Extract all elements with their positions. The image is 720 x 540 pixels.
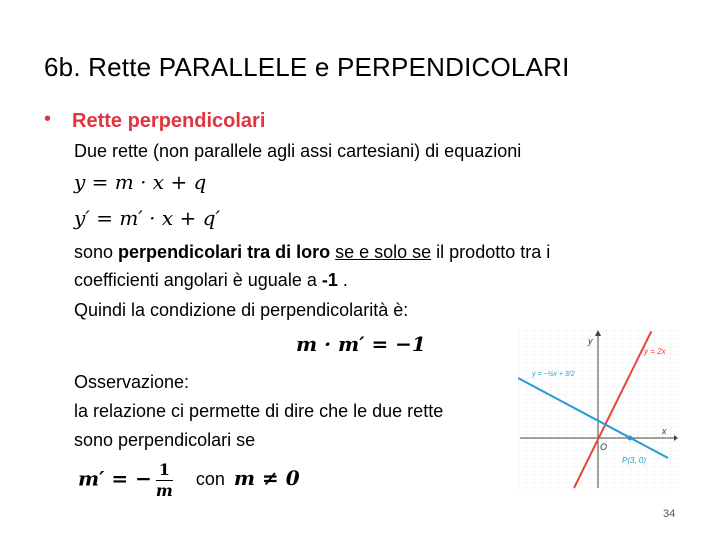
- equation-2: y′ = m′ · x + q′: [74, 206, 220, 230]
- slide-title: 6b. Rette PARALLELE e PERPENDICOLARI: [44, 52, 570, 82]
- origin-label: O: [600, 442, 608, 452]
- blue-line-label: y = −½x + 3/2: [532, 371, 575, 378]
- con-word: con: [195, 469, 225, 490]
- section-heading: Rette perpendicolari: [72, 110, 266, 132]
- statement-text: sono: [74, 242, 119, 262]
- x-axis-label: x: [662, 426, 667, 436]
- observation-title: Osservazione:: [74, 372, 190, 392]
- final-condition: m ≠ 0: [233, 466, 300, 491]
- observation-line-2: sono perpendicolari se: [74, 430, 256, 450]
- final-fraction: [156, 460, 173, 501]
- intro-text: Due rette (non parallele agli assi cartesiani) di equazioni: [74, 141, 522, 161]
- statement-line-1: [74, 242, 550, 263]
- observation-line-1: la relazione ci permette di dire che le due rette: [74, 401, 444, 421]
- y-axis-label: y: [588, 336, 593, 346]
- statement-end-2: .: [337, 270, 348, 290]
- final-formula: [78, 460, 300, 501]
- statement-text-2: coefficienti angolari è uguale a: [74, 270, 322, 290]
- point-p: [628, 436, 633, 441]
- perpendicular-lines-graph: [518, 330, 678, 490]
- statement-bold: perpendicolari tra di loro: [118, 242, 331, 262]
- red-line-label: y = 2x: [644, 347, 666, 356]
- statement-underline: se e solo se: [335, 242, 432, 262]
- final-lhs: m′ = −: [78, 466, 152, 491]
- fraction-denominator: m: [155, 481, 173, 500]
- condition-intro: Quindi la condizione di perpendicolarità è:: [74, 300, 409, 320]
- equation-1: y = m · x + q: [74, 170, 207, 194]
- statement-line-2: [74, 270, 348, 291]
- page-number: 34: [663, 508, 676, 520]
- statement-text-end: il prodotto tra i: [431, 242, 551, 262]
- perpendicular-condition: m · m′ = −1: [296, 332, 426, 356]
- fraction-numerator: 1: [156, 460, 173, 481]
- point-p-label: P(3, 0): [622, 456, 647, 465]
- bullet-icon: •: [44, 108, 52, 130]
- minus-one: -1: [321, 270, 338, 290]
